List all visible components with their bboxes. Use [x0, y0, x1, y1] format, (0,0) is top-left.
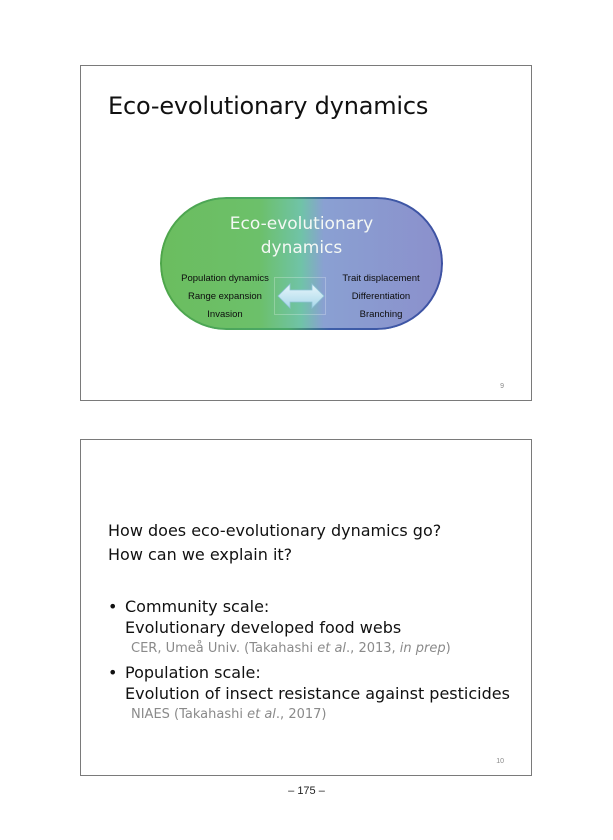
slide-10: [80, 439, 532, 776]
citation-text: CER, Umeå Univ. (Takahashi: [131, 641, 318, 656]
citation: [131, 707, 326, 722]
list-item: Population dynamics: [181, 273, 269, 284]
citation-etal: et al: [317, 641, 347, 656]
question-line: How does eco-evolutionary dynamics go?: [108, 521, 442, 540]
list-item: Differentiation: [351, 291, 411, 302]
list-item: Range expansion: [188, 291, 262, 302]
bullet-icon: •: [108, 597, 118, 616]
citation-text: ., 2017): [275, 707, 327, 722]
diagram-title-line1: Eco-evolutionary: [229, 214, 374, 234]
citation-text: NIAES (Takahashi: [131, 707, 248, 722]
ecological-items: [170, 270, 280, 324]
bullet-detail: Evolution of insect resistance against pesticides: [125, 684, 510, 703]
diagram-title: [160, 212, 443, 260]
list-item: Invasion: [207, 309, 243, 320]
question-line: How can we explain it?: [108, 545, 293, 564]
citation-text: ., 2013,: [346, 641, 400, 656]
bullet-heading: Community scale:: [125, 597, 270, 616]
citation-inprep: in prep: [399, 641, 446, 656]
diagram-title-line2: dynamics: [260, 238, 343, 258]
evolutionary-items: [326, 270, 436, 324]
eco-evo-diagram: [160, 197, 443, 330]
bullet-heading: Population scale:: [125, 663, 261, 682]
arrow-frame: [274, 277, 326, 315]
page-number-footer: – 175 –: [288, 785, 325, 797]
citation: [131, 641, 451, 656]
citation-text: ): [445, 641, 451, 656]
slide-9: [80, 65, 532, 401]
list-item: Trait displacement: [342, 273, 420, 284]
bullet-icon: •: [108, 663, 118, 682]
citation-etal: et al: [247, 707, 276, 722]
slide-number: 9: [500, 383, 504, 390]
list-item: Branching: [359, 309, 403, 320]
slide-title: Eco-evolutionary dynamics: [108, 92, 429, 120]
slide-number: 10: [496, 758, 504, 765]
bullet-detail: Evolutionary developed food webs: [125, 618, 402, 637]
